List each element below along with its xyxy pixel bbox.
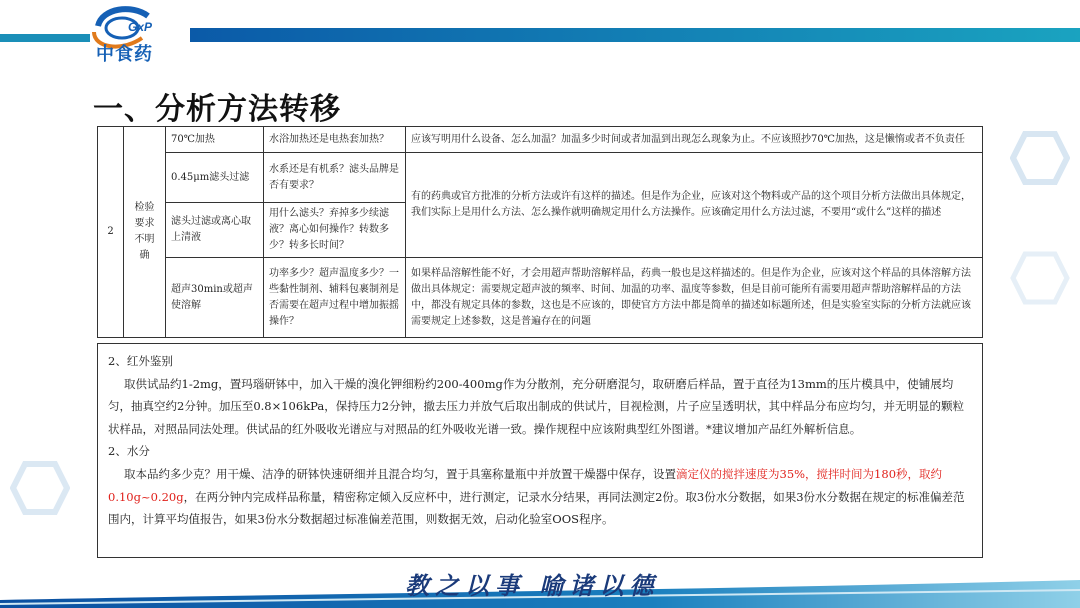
row-number: 2 — [98, 127, 124, 338]
category-text: 检验 — [134, 202, 155, 213]
question-cell: 水系还是有机系？滤头品牌是否有要求？ — [264, 153, 406, 203]
section-heading: 2、红外鉴别 — [108, 354, 173, 368]
hexagon-decoration — [1010, 130, 1070, 186]
comment-cell: 应该写明用什么设备、怎么加温？加温多少时间或者加温到出现怎么现象为止。不应该照抄70℃加热，这是懒惰或者不负责任 — [406, 127, 983, 153]
category-cell — [124, 127, 166, 338]
comment-cell: 如果样品溶解性能不好，才会用超声帮助溶解样品，药典一般也是这样描述的。但是作为企业，应该对这个样品的具体溶解方法做出具体规定：需要规定超声波的频率、时间、加温的功率、温度等参数，但是目前可能所有需要用超声帮助溶解样品的方法中，都没有规定具体的参数，这也是不应该的，即使官方方法中都是简单的描述如标题所述，但是实验室实际的分析方法就应该需要规定上述参数，这是普遍存在的问题 — [406, 258, 983, 338]
page-title: 一、分析方法转移 — [93, 92, 341, 127]
item-cell: 滤头过滤或离心取上清液 — [166, 203, 264, 258]
logo-text: 中食药 — [96, 44, 153, 65]
ir-paragraph: 取供试品约1-2mg，置玛瑙研钵中，加入干燥的溴化钾细粉约200-400mg作为分散剂，充分研磨混匀，取研磨后样品，置于直径为13mm的压片模具中，使铺展均匀，抽真空约2分钟。加压至0.8×106kPa，保持压力2分钟，撤去压力并放气后取出制成的供试片，目视检测，片子应呈透明状，其中样品分布应均匀，并无明显的颗粒状样品，对照品同法处理。供试品的红外吸收光谱应与对照品的红外吸收光谱一致。操作规程中应该附典型红外图谱。*建议增加产品红外解析信息。 — [108, 376, 965, 436]
item-cell: 70℃加热 — [166, 127, 264, 153]
question-cell: 用什么滤头？弃掉多少续滤液？离心如何操作？转数多少？转多长时间？ — [264, 203, 406, 258]
question-cell: 水浴加热还是电热套加热？ — [264, 127, 406, 153]
section-heading: 2、水分 — [108, 444, 150, 459]
item-cell: 0.45μm滤头过滤 — [166, 153, 264, 203]
comment-cell: 有的药典或官方批准的分析方法或许有这样的描述。但是作为企业，应该对这个物料或产品的这个项目分析方法做出具体规定，我们实际上是用什么方法、怎么操作就明确规定用什么方法操作。应该确定用什么方法过滤，不要用“或什么”这样的描述 — [406, 153, 983, 258]
item-cell: 超声30min或超声使溶解 — [166, 258, 264, 338]
hexagon-decoration — [1010, 250, 1070, 306]
category-text: 确 — [139, 250, 150, 261]
logo-tag: GxP — [128, 20, 153, 34]
table-row — [98, 127, 983, 153]
water-text: ，在两分钟内完成样品称量，精密称定倾入反应杯中，进行测定，记录水分结果，再同法测定2份。取3份水分数据，如果3份水分数据在规定的标准偏差范围内，计算平均值报告，如果3份水分数据超过标准偏差范围，则数据无效，启动化验室OOS程序。 — [108, 489, 965, 527]
hexagon-decoration — [10, 460, 70, 516]
category-text: 不明 — [134, 234, 155, 245]
category-text: 要求 — [134, 218, 155, 229]
water-text: 取本品约多少克？用干燥、洁净的研钵快速研细并且混合均匀，置于具塞称量瓶中并放置干燥器中保存，设置 — [124, 466, 676, 481]
highlight-text: 滴定仪的搅拌速度为35%，搅拌时间为180秒，取约0.10g~0.20g — [108, 466, 943, 504]
table-row — [98, 153, 983, 203]
method-text-box — [97, 343, 983, 558]
footer-motto: 教之以事 喻诸以德 — [405, 571, 660, 600]
question-cell: 功率多少？超声温度多少？一些黏性制剂、辅料包裹制剂是否需要在超声过程中增加振摇操作？ — [264, 258, 406, 338]
water-paragraph — [108, 463, 972, 531]
issues-table — [97, 126, 983, 338]
table-row — [98, 258, 983, 338]
